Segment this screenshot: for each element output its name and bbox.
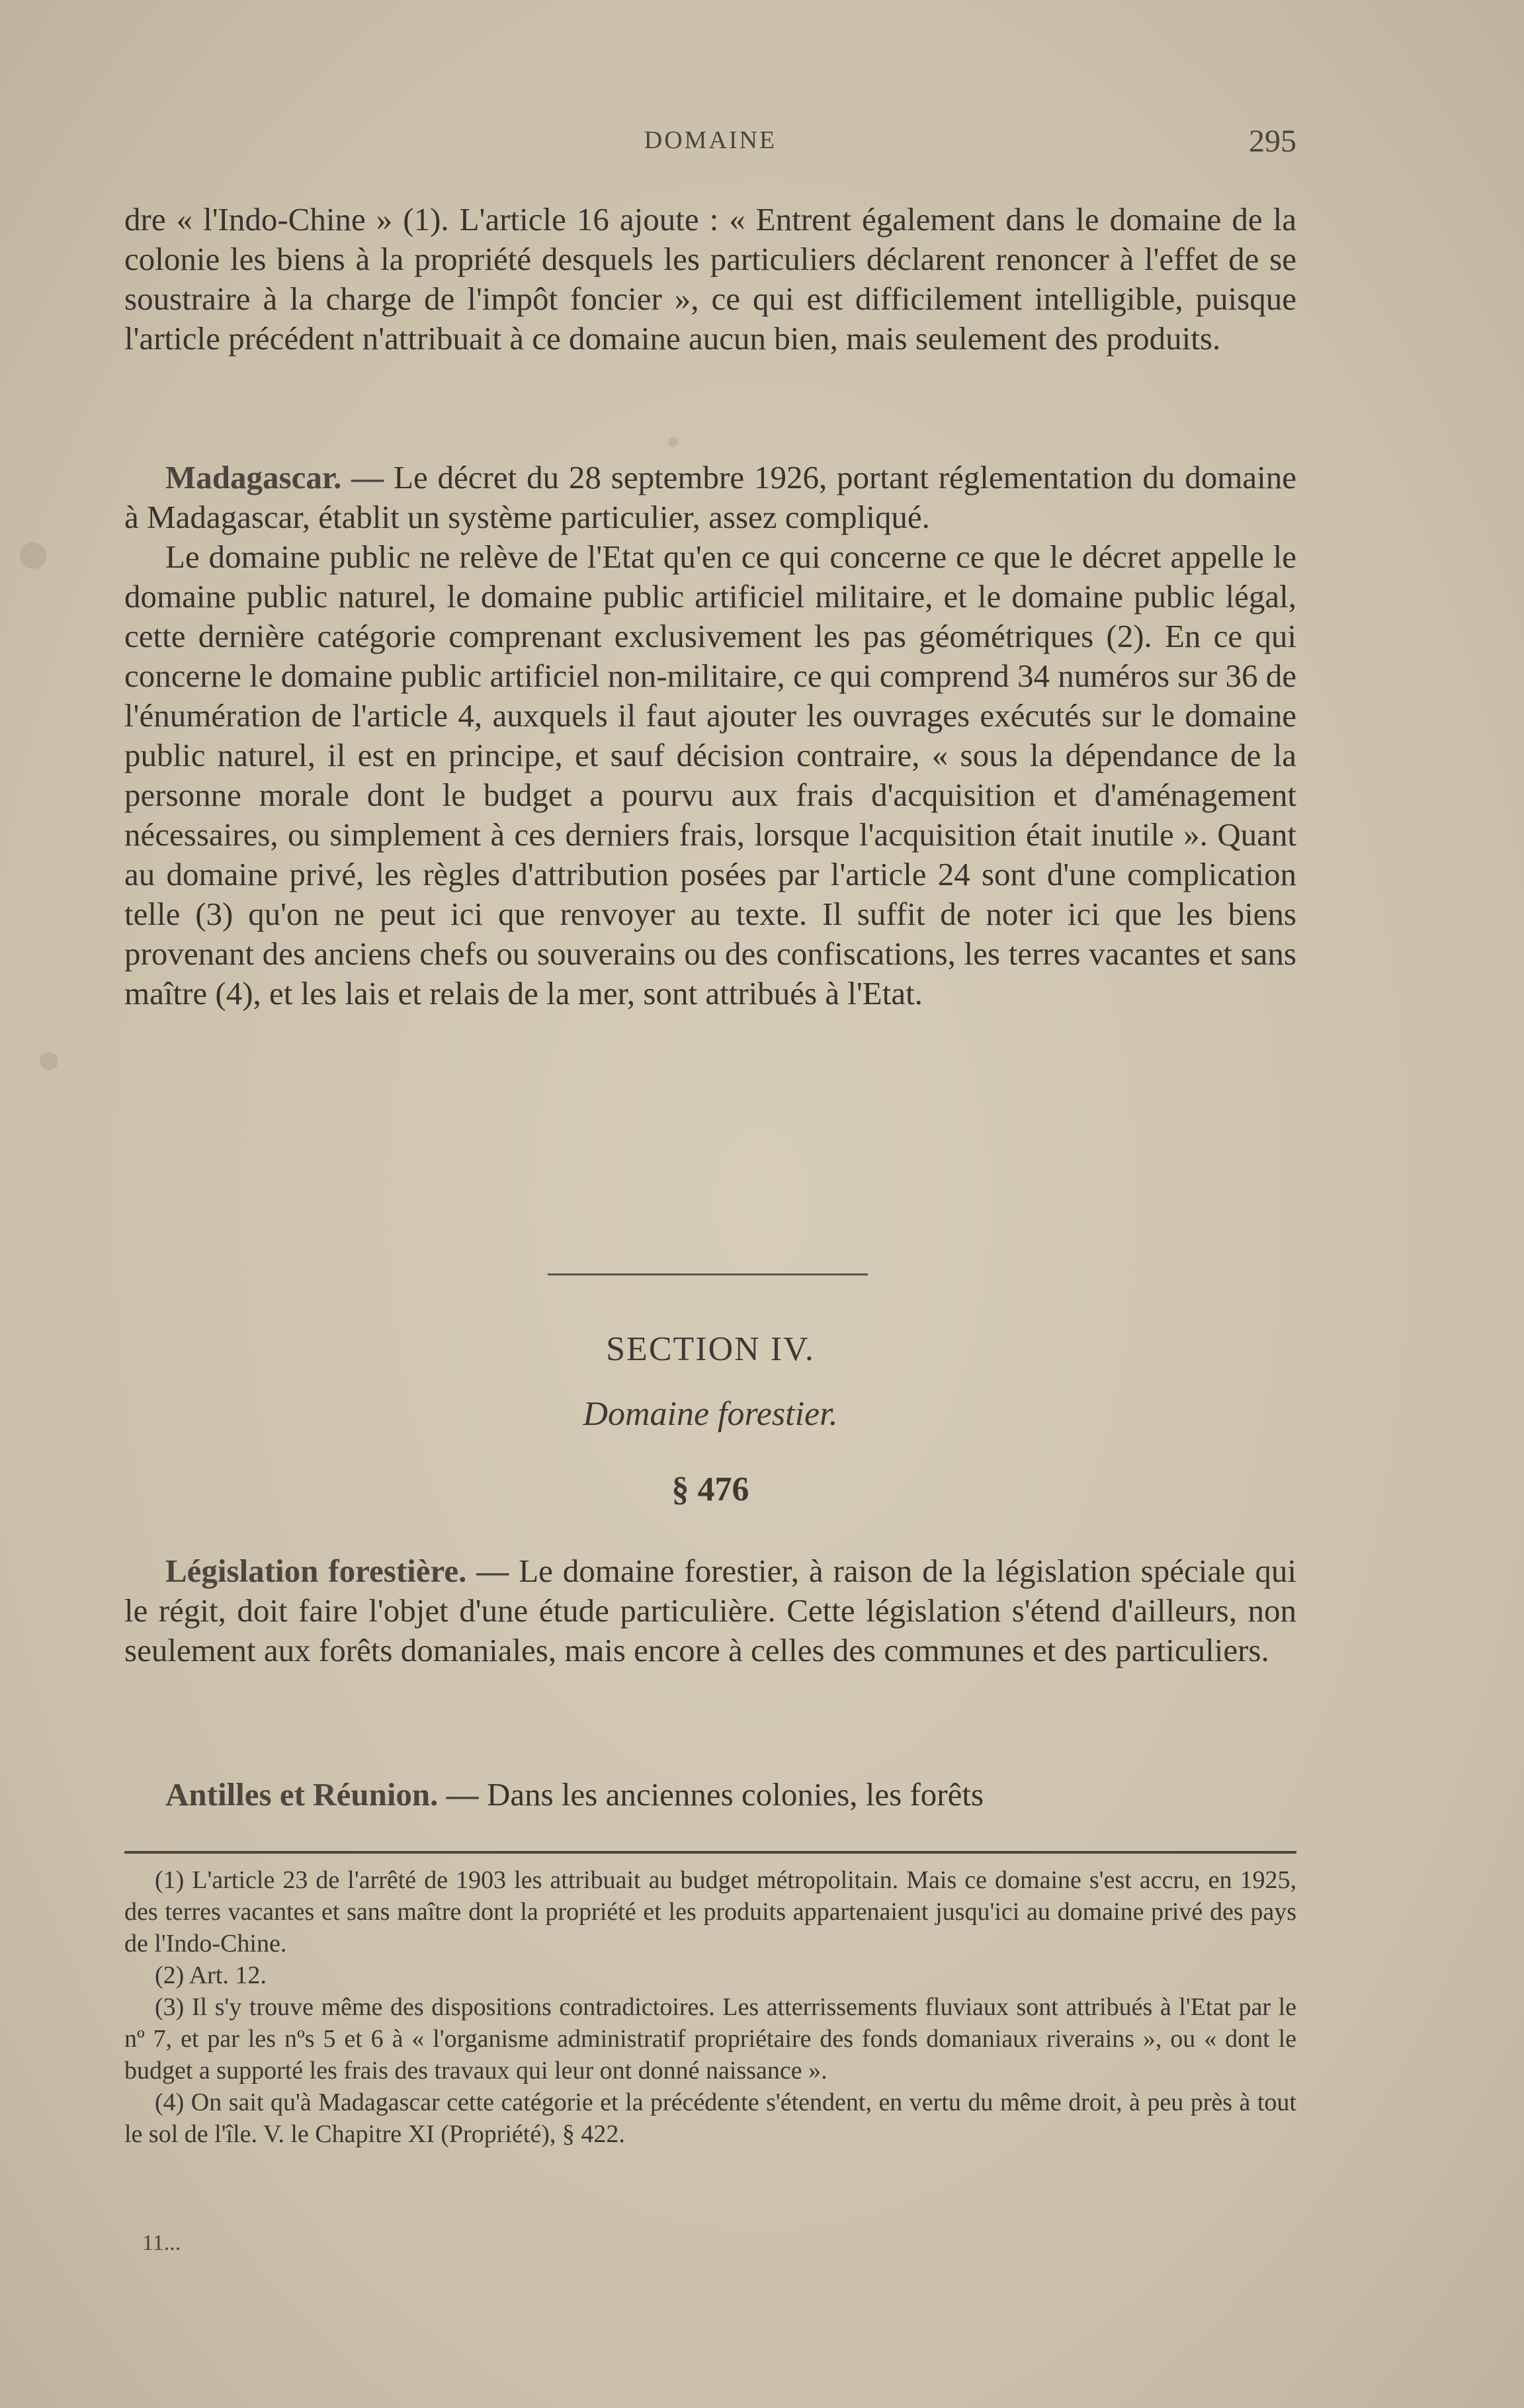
footnote: (3) Il s'y trouve même des dispositions contradictoires. Les atterrissements fluviaux sont attribués à l'Etat par le nº 7, et par les nºs 5 et 6 à « l'organisme administratif propriétaire des fonds domaniaux riverains », ou « dont le budget a supporté les frais des travaux qui leur ont donné naissance ». bbox=[124, 1993, 1296, 2085]
body-text-forest bbox=[124, 1551, 1296, 1670]
body-text-antilles bbox=[124, 1775, 1296, 1815]
public-domain-paragraph: Le domaine public ne relève de l'Etat qu'en ce qui concerne ce que le décret appelle le domaine public naturel, le domaine public artificiel militaire, et le domaine public légal, cette dernière catégorie comprenant exclusivement les pas géométriques (2). En ce qui concerne le domaine public artificiel non-militaire, ce qui comprend 34 numéros sur 36 de l'énumération de l'article 4, auxquels il faut ajouter les ouvrages exécutés sur le domaine public naturel, il est en principe, et sauf décision contraire, « sous la dépendance de la personne morale dont le budget a pourvu aux frais d'acquisition et d'aménagement nécessaires, ou simplement à ces derniers frais, lorsque l'acquisition était inutile ». Quant au domaine privé, les règles d'attribution posées par l'article 24 sont d'une complication telle (3) qu'on ne peut ici que renvoyer au texte. Il suffit de noter ici que les biens provenant des anciens chefs ou souverains ou des confiscations, les terres vacantes et sans maître (4), et les lais et relais de la mer, sont attribués à l'Etat. bbox=[124, 538, 1296, 1011]
madagascar-heading: Madagascar. — bbox=[165, 459, 384, 495]
paper-stain bbox=[668, 437, 679, 447]
body-text-madagascar bbox=[124, 458, 1296, 1013]
footnote: (4) On sait qu'à Madagascar cette catégorie et la précédente s'étendent, en vertu du même droit, à peu près à tout le sol de l'île. V. le Chapitre XI (Propriété), § 422. bbox=[124, 2088, 1296, 2148]
paper-stain bbox=[20, 542, 46, 569]
legislation-text: Le domaine forestier, à raison de la législation spéciale qui le régit, doit faire l'objet d'une étude particulière. Cette législation s'étend d'ailleurs, non seulement aux forêts domaniales, mais encore à celles des communes et des particuliers. bbox=[124, 1553, 1296, 1668]
footnote-rule bbox=[124, 1851, 1296, 1854]
legislation-heading: Législation forestière. — bbox=[165, 1553, 509, 1589]
running-title: DOMAINE bbox=[644, 126, 777, 154]
footnotes bbox=[124, 1864, 1296, 2150]
footnote: (2) Art. 12. bbox=[155, 1961, 267, 1989]
section-title: SECTION IV. bbox=[606, 1330, 815, 1368]
paper-stain bbox=[40, 1052, 58, 1070]
footnote: (1) L'article 23 de l'arrêté de 1903 les attribuait au budget métropolitain. Mais ce domaine s'est accru, en 1925, des terres vacantes et sans maître dont la propriété et les produits appartenaient jusqu'ici au domaine privé des pays de l'Indo-Chine. bbox=[124, 1866, 1296, 1957]
page-number: 295 bbox=[1249, 124, 1296, 159]
antilles-paragraph bbox=[124, 1775, 1296, 1815]
body-text-top bbox=[124, 200, 1296, 359]
antilles-heading: Antilles et Réunion. — bbox=[165, 1776, 479, 1813]
section-subtitle: Domaine forestier. bbox=[583, 1395, 838, 1433]
running-head bbox=[124, 126, 1296, 165]
legislation-paragraph bbox=[124, 1551, 1296, 1670]
intro-paragraph: dre « l'Indo-Chine » (1). L'article 16 ajoute : « Entrent également dans le domaine de la colonie les biens à la propriété desquels les particuliers déclarent renoncer à l'effet de se soustraire à la charge de l'impôt foncier », ce qui est difficilement intelligible, puisque l'article précédent n'attribuait à ce domaine aucun bien, mais seulement des produits. bbox=[124, 201, 1296, 357]
section-divider bbox=[548, 1273, 868, 1275]
antilles-text: Dans les anciennes colonies, les forêts bbox=[478, 1776, 984, 1813]
madagascar-text: Le décret du 28 septembre 1926, portant réglementation du domaine à Madagascar, établit un système particulier, assez compliqué. bbox=[124, 459, 1296, 535]
paragraph-number: § 476 bbox=[671, 1471, 749, 1508]
madagascar-paragraph bbox=[124, 458, 1296, 537]
printer-signature-mark: 11... bbox=[142, 2231, 181, 2255]
